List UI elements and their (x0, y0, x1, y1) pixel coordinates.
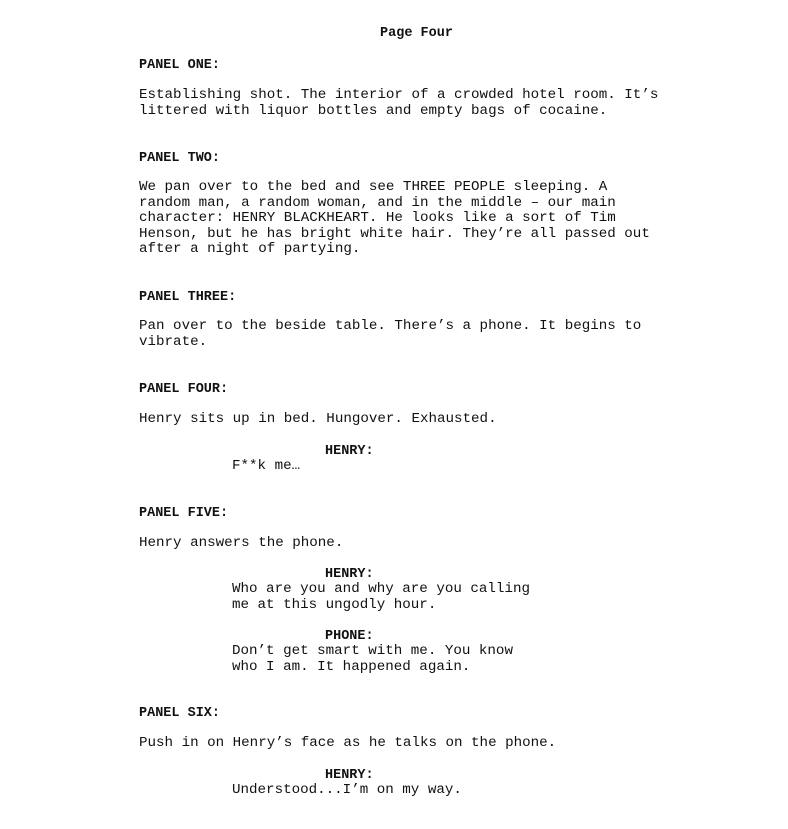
panel-one-action (139, 88, 759, 119)
dialogue-line: F**k me… (232, 458, 301, 474)
action-line: Henry answers the phone. (139, 535, 344, 551)
panel-six-heading: PANEL SIX: (139, 706, 221, 721)
character-cue-phone: PHONE: (325, 629, 374, 644)
panel-five-action (139, 536, 759, 552)
action-line: Establishing shot. The interior of a crowded hotel room. It’s (139, 87, 659, 103)
dialogue-line: Who are you and why are you calling (232, 581, 530, 597)
action-line: Henson, but he has bright white hair. They’re all passed out (139, 225, 650, 242)
panel-six-action (139, 736, 759, 752)
page-title: Page Four (380, 26, 453, 41)
dialogue-phone (232, 644, 592, 675)
dialogue-henry (232, 459, 592, 475)
action-line: We pan over to the bed and see THREE PEOPLE sleeping. A (139, 179, 608, 195)
dialogue-line: Don’t get smart with me. You know (232, 643, 513, 659)
panel-three-heading: PANEL THREE: (139, 290, 237, 305)
dialogue-henry (232, 582, 592, 613)
action-line: after a night of partying. (139, 241, 361, 257)
action-line: Pan over to the beside table. There’s a phone. It begins to (139, 318, 642, 334)
action-line: random man, a random woman, and in the middle – our main (139, 194, 616, 211)
character-cue-henry: HENRY: (325, 768, 374, 783)
action-line: vibrate. (139, 333, 208, 350)
action-line: Henry sits up in bed. Hungover. Exhausted. (139, 411, 497, 427)
character-cue-henry: HENRY: (325, 444, 374, 459)
action-line: Push in on Henry’s face as he talks on the phone. (139, 735, 557, 751)
action-line: character: HENRY BLACKHEART. He looks like a sort of Tim (139, 210, 616, 226)
dialogue-henry (232, 783, 592, 799)
panel-three-action (139, 319, 759, 350)
panel-two-heading: PANEL TWO: (139, 151, 221, 166)
action-line: littered with liquor bottles and empty bags of cocaine. (139, 102, 608, 119)
dialogue-line: who I am. It happened again. (232, 658, 471, 675)
dialogue-line: me at this ungodly hour. (232, 596, 437, 613)
panel-four-action (139, 412, 759, 428)
panel-two-action (139, 180, 759, 258)
panel-five-heading: PANEL FIVE: (139, 506, 229, 521)
panel-four-heading: PANEL FOUR: (139, 382, 229, 397)
dialogue-line: Understood...I’m on my way. (232, 782, 462, 798)
panel-one-heading: PANEL ONE: (139, 58, 221, 73)
character-cue-henry: HENRY: (325, 567, 374, 582)
